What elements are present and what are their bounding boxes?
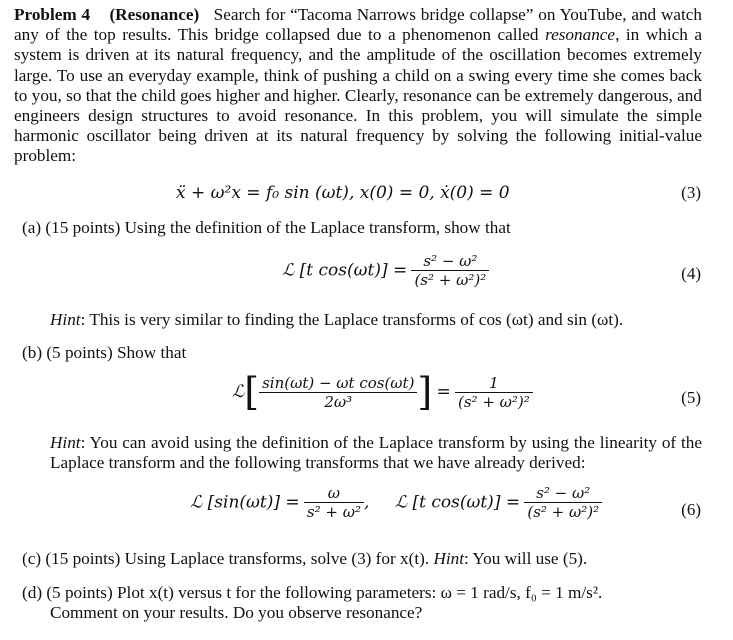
part-d-line-1: (d) (5 points) Plot x(t) versus t for the following parameters: ω = 1 rad/s, f₀ = 1 m/s². [22, 583, 603, 602]
equation-6-numerator-1: ω [304, 484, 364, 503]
equation-5-laplace: ℒ [232, 382, 245, 402]
part-b-hint-text: : You can avoid using the definition of the Laplace transform by using the linearity of the Laplace transform and the following transforms that we have already derived: [50, 433, 702, 473]
equation-5-number: (5) [681, 388, 701, 407]
equation-4 [282, 252, 489, 289]
equation-6-number: (6) [681, 500, 701, 519]
equation-5: ℒ[ $\frac{\text{sin(ωt) − ωt cos(ωt)}}{\text{2ω³}}$ ] = $\frac{1}{\text{(s² + ω²)²}}$ [232, 370, 533, 414]
equation-6 [190, 484, 602, 521]
problem-intro [14, 5, 702, 167]
part-c-hint-text: : You will use (5). [464, 549, 588, 568]
equation-5-inner-denominator: 2ω³ [324, 392, 353, 411]
problem-heading: Problem 4 [14, 5, 91, 24]
equation-6-denominator-1: s² + ω² [306, 503, 361, 521]
equation-6-lhs-2: ℒ [t cos(ωt)] = [394, 492, 521, 513]
part-c-hint-label: Hint [433, 549, 464, 568]
part-a-hint-text: : This is very similar to finding the Laplace transforms of cos (ωt) and sin (ωt). [80, 310, 624, 329]
part-c-label: (c) (15 points) Using Laplace transforms, solve (3) for x(t). [22, 549, 434, 568]
equation-3-number: (3) [681, 183, 701, 202]
equation-6-lhs-1: ℒ [sin(ωt)] = [190, 492, 300, 513]
equation-5-rhs-fraction [455, 374, 533, 411]
part-b-hint-label: Hint [50, 433, 81, 452]
part-a-hint-label: Hint [50, 310, 81, 329]
equation-4-numerator: s² − ω² [411, 252, 489, 271]
intro-term: resonance [545, 25, 616, 45]
equation-6-fraction-2 [524, 484, 602, 521]
part-c [22, 549, 712, 569]
equation-5-equals: = [436, 382, 451, 402]
part-a-hint [50, 310, 702, 330]
equation-5-inner-fraction [259, 374, 417, 411]
problem-title: (Resonance) [109, 5, 200, 24]
part-b-hint [50, 433, 702, 474]
equation-5-rhs-numerator: 1 [455, 374, 533, 393]
part-a-label: (a) (15 points) Using the definition of the Laplace transform, show that [22, 218, 511, 237]
part-d-line-2: Comment on your results. Do you observe resonance? [50, 603, 423, 622]
equation-6-fraction-1 [304, 484, 364, 521]
equation-5-rhs-denominator: (s² + ω²)² [458, 392, 530, 411]
equation-4-number: (4) [681, 264, 701, 283]
equation-6-denominator-2: (s² + ω²)² [527, 503, 600, 521]
part-b-label: (b) (5 points) Show that [22, 343, 187, 362]
equation-4-fraction [411, 252, 489, 289]
equation-5-inner-numerator: sin(ωt) − ωt cos(ωt) [259, 374, 417, 393]
intro-text-2: , in which a system is driven at its natural frequency, and the amplitude of the oscillation becomes extremely large. To use an everyday example, think of pushing a child on a swing every time she comes back to you, so that the child goes higher and higher. Clearly, resonance can be extremely dangerous, and engineers design structures to avoid resonance. In this problem, you will simulate the simple harmonic oscillator being driven at its natural frequency by solving the following initial-value problem: [14, 25, 702, 166]
equation-4-denominator: (s² + ω²)² [414, 271, 487, 289]
equation-4-lhs: ℒ [t cos(ωt)] = [282, 260, 408, 281]
equation-6-separator: , [363, 492, 370, 513]
equation-6-numerator-2: s² − ω² [524, 484, 602, 503]
equation-3: ẍ + ω²x = f₀ sin (ωt), x(0) = 0, ẋ(0) = 0 [176, 183, 510, 203]
intro-text-1: Search for “Tacoma Narrows bridge collapse” on YouTube, and watch any of the top results. This bridge collapsed due to a phenomenon called [14, 5, 703, 45]
